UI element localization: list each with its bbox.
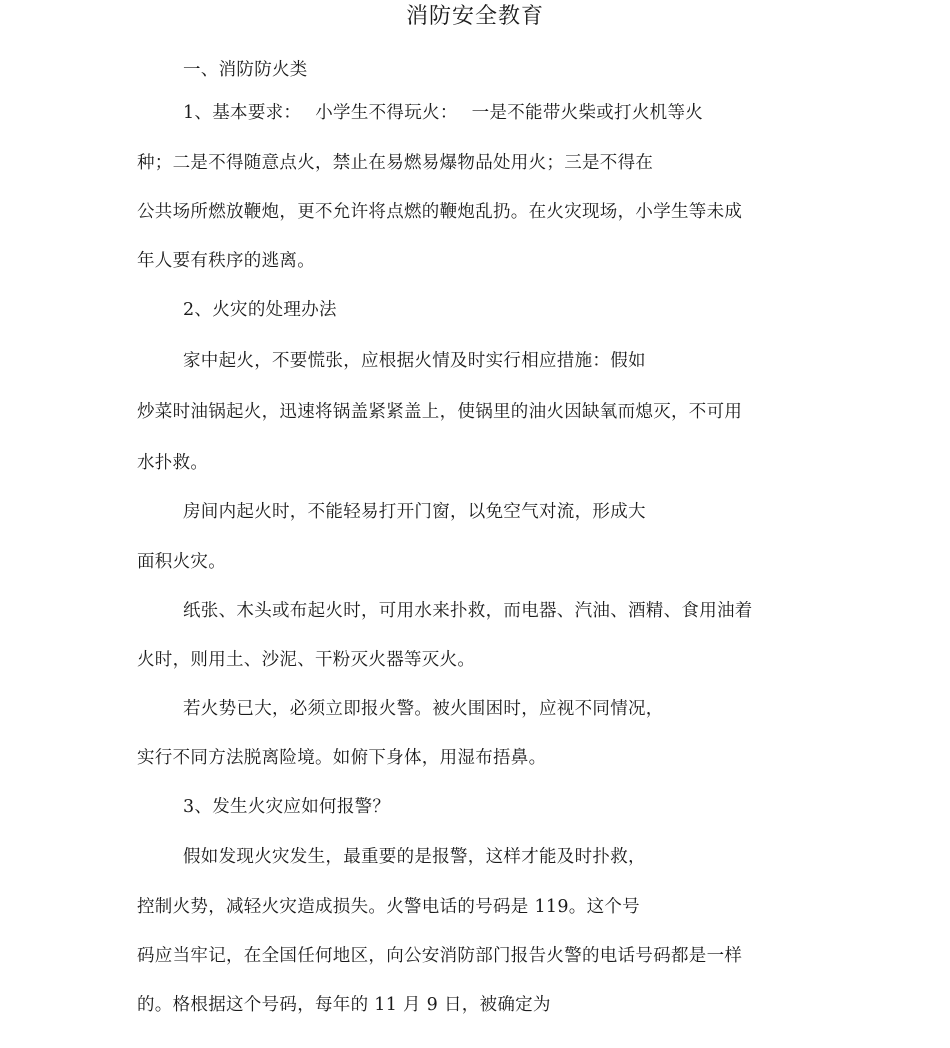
paragraph-line: 水扑救。 xyxy=(137,453,209,473)
document-title: 消防安全教育 xyxy=(405,4,544,29)
paragraph-line: 房间内起火时，不能轻易打开门窗，以免空气对流，形成大 xyxy=(183,502,646,522)
paragraph-line: 面积火灾。 xyxy=(137,552,226,572)
section-heading-fire-prevention: 一、消防防火类 xyxy=(183,60,308,80)
paragraph-line: 年人要有秩序的逃离。 xyxy=(137,251,315,271)
paragraph-line: 若火势已大，必须立即报火警。被火围困时，应视不同情况， xyxy=(183,699,664,719)
paragraph-line: 纸张、木头或布起火时，可用水来扑救，而电器、汽油、酒精、食用油着 xyxy=(183,601,753,621)
paragraph-line: 控制火势，减轻火灾造成损失。火警电话的号码是 119。这个号 xyxy=(137,897,640,917)
paragraph-line: 的。格根据这个号码，每年的 11 月 9 日，被确定为 xyxy=(137,995,551,1015)
paragraph-line: 码应当牢记，在全国任何地区，向公安消防部门报告火警的电话号码都是一样 xyxy=(137,946,743,966)
basic-requirements-line xyxy=(183,101,703,125)
no-playing-fire-label: 小学生不得玩火： xyxy=(315,103,458,123)
paragraph-line: 家中起火，不要慌张，应根据火情及时实行相应措施：假如 xyxy=(183,351,646,371)
paragraph-line: 实行不同方法脱离险境。如俯下身体，用湿布捂鼻。 xyxy=(137,748,547,768)
paragraph-line: 炒菜时油锅起火，迅速将锅盖紧紧盖上，使锅里的油火因缺氧而熄灭，不可用 xyxy=(137,402,743,422)
subheading-fire-handling: 2、火灾的处理办法 xyxy=(183,300,337,320)
subheading-fire-reporting: 3、发生火灾应如何报警？ xyxy=(183,797,391,817)
rule-one-text: 一是不能带火柴或打火机等火 xyxy=(471,103,704,123)
paragraph-line: 假如发现火灾发生，最重要的是报警，这样才能及时扑救， xyxy=(183,847,646,867)
paragraph-line: 种；二是不得随意点火，禁止在易燃易爆物品处用火；三是不得在 xyxy=(137,153,654,173)
basic-requirements-label: 1、基本要求： xyxy=(183,103,302,123)
paragraph-line: 火时，则用土、沙泥、干粉灭火器等灭火。 xyxy=(137,650,476,670)
paragraph-line: 公共场所燃放鞭炮，更不允许将点燃的鞭炮乱扔。在火灾现场，小学生等未成 xyxy=(137,202,743,222)
